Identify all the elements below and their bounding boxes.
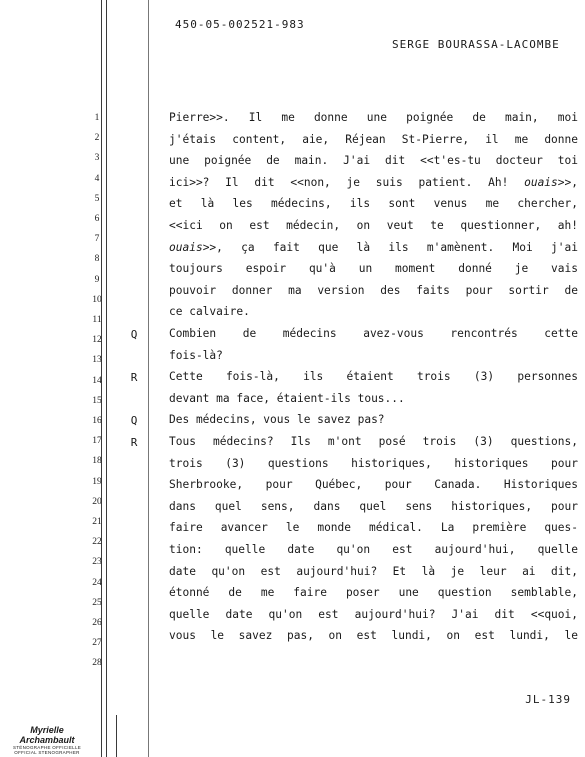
line-number: 6 xyxy=(94,214,100,224)
transcript-line: une poignée de main. J'ai dit <<t'es-tu docteur toi xyxy=(169,154,578,168)
margin-rule-bottom-left xyxy=(116,715,117,757)
line-number: 17 xyxy=(92,436,102,447)
transcript-line: toujours espoir qu'à un moment donné je vais xyxy=(169,262,578,276)
transcript-line: pouvoir donner ma version des faits pour sortir de xyxy=(169,283,578,297)
transcript-line: vous le savez pas, on est lundi, on est lundi, le xyxy=(169,629,578,643)
line-number: 26 xyxy=(92,618,102,628)
transcript-line: quelle date qu'on est aujourd'hui? J'ai dit <<quoi, xyxy=(169,607,578,621)
page-code: JL-139 xyxy=(525,693,571,706)
transcript-line: faire avancer le monde médical. La première ques- xyxy=(169,521,578,535)
speaker-marker: R xyxy=(130,371,138,385)
line-number: 7 xyxy=(94,234,100,245)
speaker-marker: Q xyxy=(130,414,138,428)
line-number: 25 xyxy=(92,597,102,608)
transcript-line: étonné de me faire poser une question semblable, xyxy=(169,586,578,600)
witness-name: SERGE BOURASSA-LACOMBE xyxy=(392,38,560,51)
line-number: 21 xyxy=(92,517,102,527)
line-number: 8 xyxy=(94,254,100,265)
line-number: 2 xyxy=(94,133,100,144)
transcript-line: Des médecins, vous le savez pas? xyxy=(169,413,385,427)
stenographer-title-fr: STÉNOGRAPHE OFFICIELLE xyxy=(12,745,82,750)
line-number: 4 xyxy=(94,173,100,184)
line-number: 22 xyxy=(92,537,102,548)
line-number: 18 xyxy=(92,456,102,467)
line-number: 13 xyxy=(92,355,102,366)
line-number: 24 xyxy=(92,577,102,588)
stenographer-signature xyxy=(2,725,92,755)
line-number: 5 xyxy=(94,193,100,204)
line-number: 3 xyxy=(94,153,100,164)
transcript-line: devant ma face, étaient-ils tous... xyxy=(169,391,405,405)
transcript-line: ici>>? Il dit <<non, je suis patient. Ah! ouais>>, xyxy=(169,175,578,189)
speaker-column-rule xyxy=(148,0,149,757)
transcript-line: Combien de médecins avez-vous rencontrés cette xyxy=(169,327,578,340)
line-number: 15 xyxy=(92,395,102,406)
line-number: 27 xyxy=(92,638,102,649)
transcript-line: et là les médecins, ils sont venus me chercher, xyxy=(169,197,578,211)
stenographer-title-en: OFFICIAL STENOGRAPHER xyxy=(14,750,80,755)
transcript-line: j'étais content, aie, Réjean St-Pierre, il me donne xyxy=(169,132,578,146)
file-number: 450-05-002521-983 xyxy=(175,18,305,31)
speaker-marker: R xyxy=(130,436,138,449)
line-number: 11 xyxy=(92,315,102,325)
transcript-line: tion: quelle date qu'on est aujourd'hui, quelle xyxy=(169,543,578,556)
line-number: 20 xyxy=(92,496,102,507)
transcript-line: dans quel sens, dans quel sens historiques, pour xyxy=(169,499,578,513)
transcript-line: date qu'on est aujourd'hui? Et là je leur ai dit, xyxy=(169,564,578,578)
transcript-line: Tous médecins? Ils m'ont posé trois (3) questions, xyxy=(169,435,578,448)
stenographer-name: Myrielle Archambault xyxy=(19,725,75,745)
line-number: 16 xyxy=(92,416,102,426)
line-number: 12 xyxy=(92,335,102,346)
line-number: 1 xyxy=(94,113,100,123)
transcript-line: trois (3) questions historiques, historiques pour xyxy=(169,456,578,470)
speaker-marker: Q xyxy=(130,328,138,341)
transcript-line: Cette fois-là, ils étaient trois (3) personnes xyxy=(169,370,578,384)
line-number: 14 xyxy=(92,375,102,386)
line-number: 23 xyxy=(92,557,102,568)
transcript-line: Pierre>>. Il me donne une poignée de main, moi xyxy=(169,111,578,124)
transcript-line: ce calvaire. xyxy=(169,305,250,319)
line-number: 10 xyxy=(92,294,102,305)
transcript-line: ouais>>, ça fait que là ils m'amènent. Moi j'ai xyxy=(169,240,578,254)
line-number: 19 xyxy=(92,476,102,487)
transcript-line: Sherbrooke, pour Québec, pour Canada. Historiques xyxy=(169,478,578,492)
transcript-line: fois-là? xyxy=(169,348,223,362)
line-number: 9 xyxy=(94,274,100,285)
line-number: 28 xyxy=(92,658,102,669)
transcript-line: <<ici on est médecin, on veut te questionner, ah! xyxy=(169,219,578,232)
